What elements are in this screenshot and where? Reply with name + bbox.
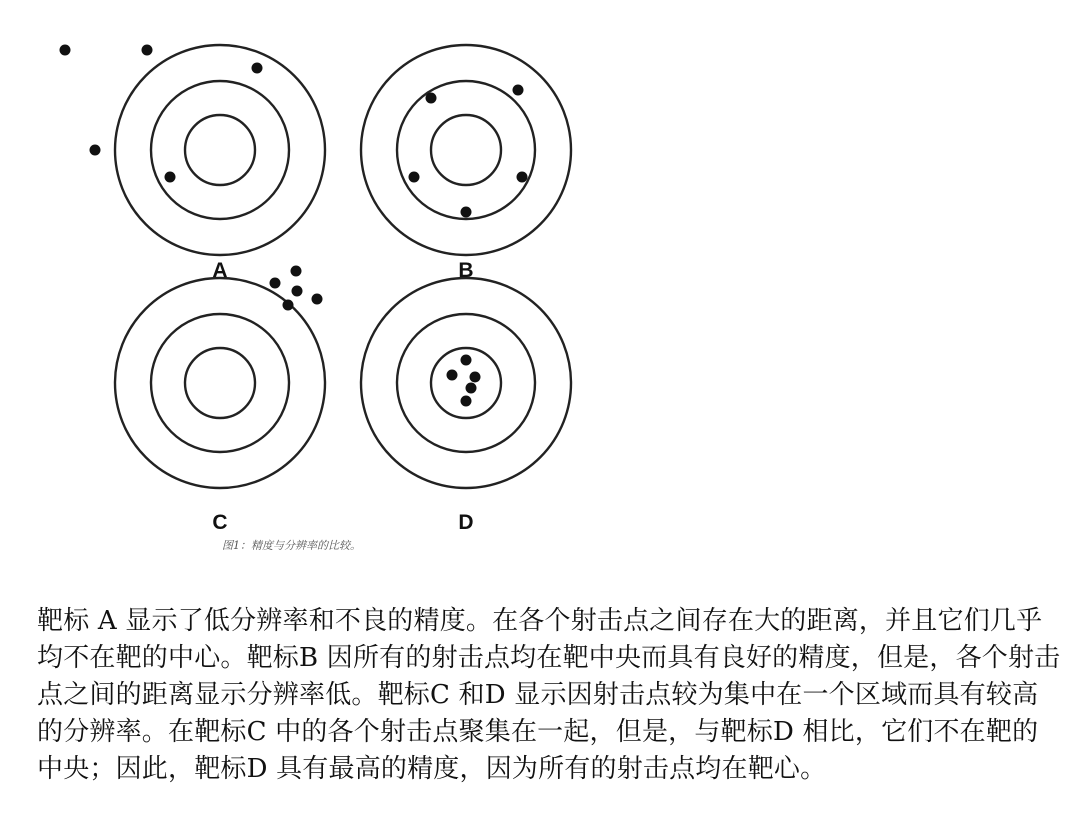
target-ring-2 <box>151 81 289 219</box>
shot-point <box>447 370 458 381</box>
shot-point <box>517 172 528 183</box>
shot-point <box>513 85 524 96</box>
shot-point <box>292 286 303 297</box>
target-ring-1 <box>361 45 571 255</box>
target-ring-1 <box>361 278 571 488</box>
target-ring-1 <box>115 278 325 488</box>
target-label: B <box>458 259 474 282</box>
shot-point <box>270 278 281 289</box>
target-label: A <box>212 259 228 282</box>
shot-point <box>461 207 472 218</box>
accuracy-resolution-figure <box>0 0 600 540</box>
shot-point <box>470 372 481 383</box>
target-d <box>361 278 571 534</box>
target-ring-3 <box>185 115 255 185</box>
target-ring-1 <box>115 45 325 255</box>
target-ring-3 <box>185 348 255 418</box>
figure-caption: 图1：精度与分辨率的比较。 <box>222 539 361 552</box>
shot-point <box>283 300 294 311</box>
shot-point <box>466 383 477 394</box>
target-c <box>115 266 325 535</box>
shot-point <box>312 294 323 305</box>
target-b <box>361 45 571 282</box>
target-label: D <box>458 511 474 534</box>
shot-point <box>409 172 420 183</box>
shot-point <box>60 45 71 56</box>
shot-point <box>252 63 263 74</box>
shot-point <box>461 355 472 366</box>
body-paragraph: 靶标 A 显示了低分辨率和不良的精度。在各个射击点之间存在大的距离，并且它们几乎均不在靶的中心。靶标B 因所有的射击点均在靶中央而具有良好的精度，但是，各个射击点之间的距离显示分辨率低。靶标C 和D 显示因射击点较为集中在一个区域而具有较高的分辨率。在靶标C 中的各个射击点聚集在一起，但是，与靶标D 相比，它们不在靶的中央；因此，靶标D 具有最高的精度，因为所有的射击点均在靶心。 <box>37 606 1061 784</box>
target-ring-3 <box>431 115 501 185</box>
target-label: C <box>212 511 228 534</box>
shot-point <box>165 172 176 183</box>
target-ring-2 <box>397 81 535 219</box>
target-a <box>60 45 326 283</box>
shot-point <box>426 93 437 104</box>
target-ring-2 <box>397 314 535 452</box>
target-ring-2 <box>151 314 289 452</box>
shot-point <box>291 266 302 277</box>
shot-point <box>461 396 472 407</box>
shot-point <box>90 145 101 156</box>
shot-point <box>142 45 153 56</box>
